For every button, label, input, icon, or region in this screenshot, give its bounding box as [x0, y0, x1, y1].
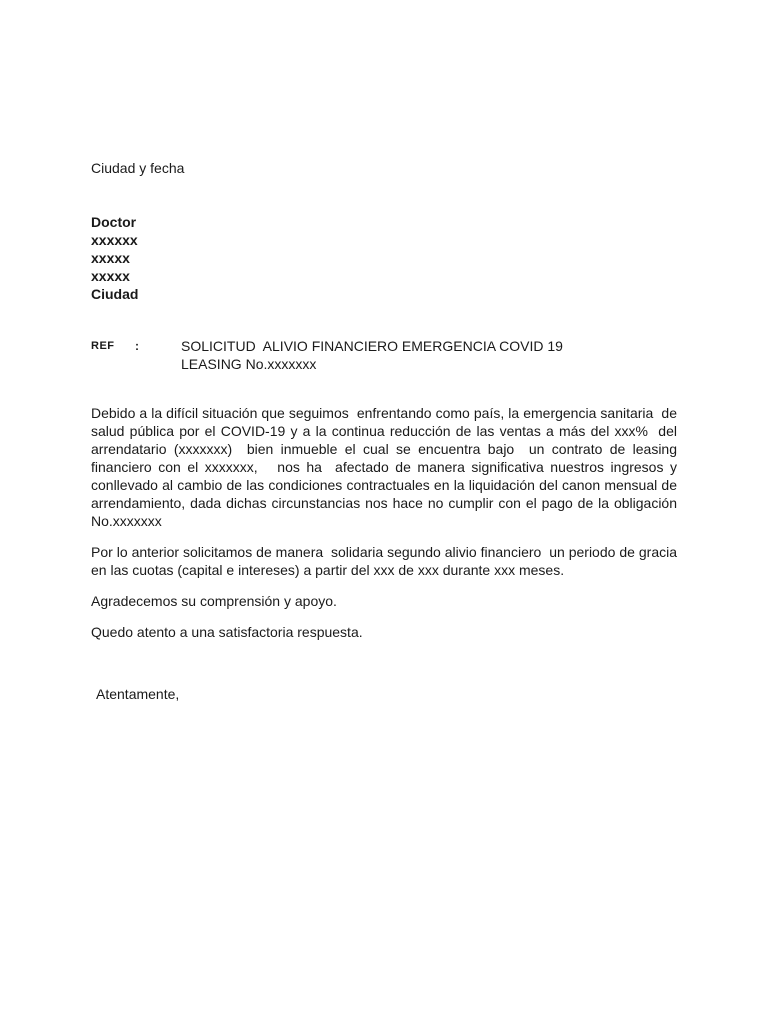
ref-subject-line-2: LEASING No.xxxxxxx [181, 356, 317, 372]
letter-body [91, 404, 681, 654]
recipient-block [91, 213, 138, 303]
city-date: Ciudad y fecha [91, 160, 185, 176]
closing-salutation: Atentamente, [96, 686, 180, 702]
recipient-line-3: xxxxx [91, 268, 130, 284]
recipient-title: Doctor [91, 214, 137, 230]
ref-subject-line-1: SOLICITUD ALIVIO FINANCIERO EMERGENCIA COVID 19 [181, 338, 563, 354]
ref-label: REF [91, 340, 115, 352]
ref-subject [181, 337, 563, 373]
recipient-line-2: xxxxx [91, 250, 130, 266]
paragraph-thanks: Agradecemos su comprensión y apoyo. [91, 593, 337, 609]
ref-colon: : [135, 339, 139, 353]
recipient-line-1: xxxxxx [91, 232, 138, 248]
paragraph-response: Quedo atento a una satisfactoria respuesta. [91, 624, 363, 640]
paragraph-request: Por lo anterior solicitamos de manera solidaria segundo alivio financiero un periodo de gracia en las cuotas (capital e intereses) a partir del xxx de xxx durante xxx meses. [91, 544, 681, 578]
paragraph-situation: Debido a la difícil situación que seguimos enfrentando como país, la emergencia sanitaria de salud pública por el COVID-19 y a la continua reducción de las ventas a más del xxx% del arrendatario (xxxxxxx) bien inmueble el cual se encuentra bajo un contrato de leasing financiero con el xxxxxxx, nos ha afectado de manera significativa nuestros ingresos y conllevado al cambio de las condiciones contractuales en la liquidación del canon mensual de arrendamiento, dada dichas circunstancias nos hace no cumplir con el pago de la obligación No.xxxxxxx [91, 405, 681, 529]
recipient-city: Ciudad [91, 286, 139, 302]
